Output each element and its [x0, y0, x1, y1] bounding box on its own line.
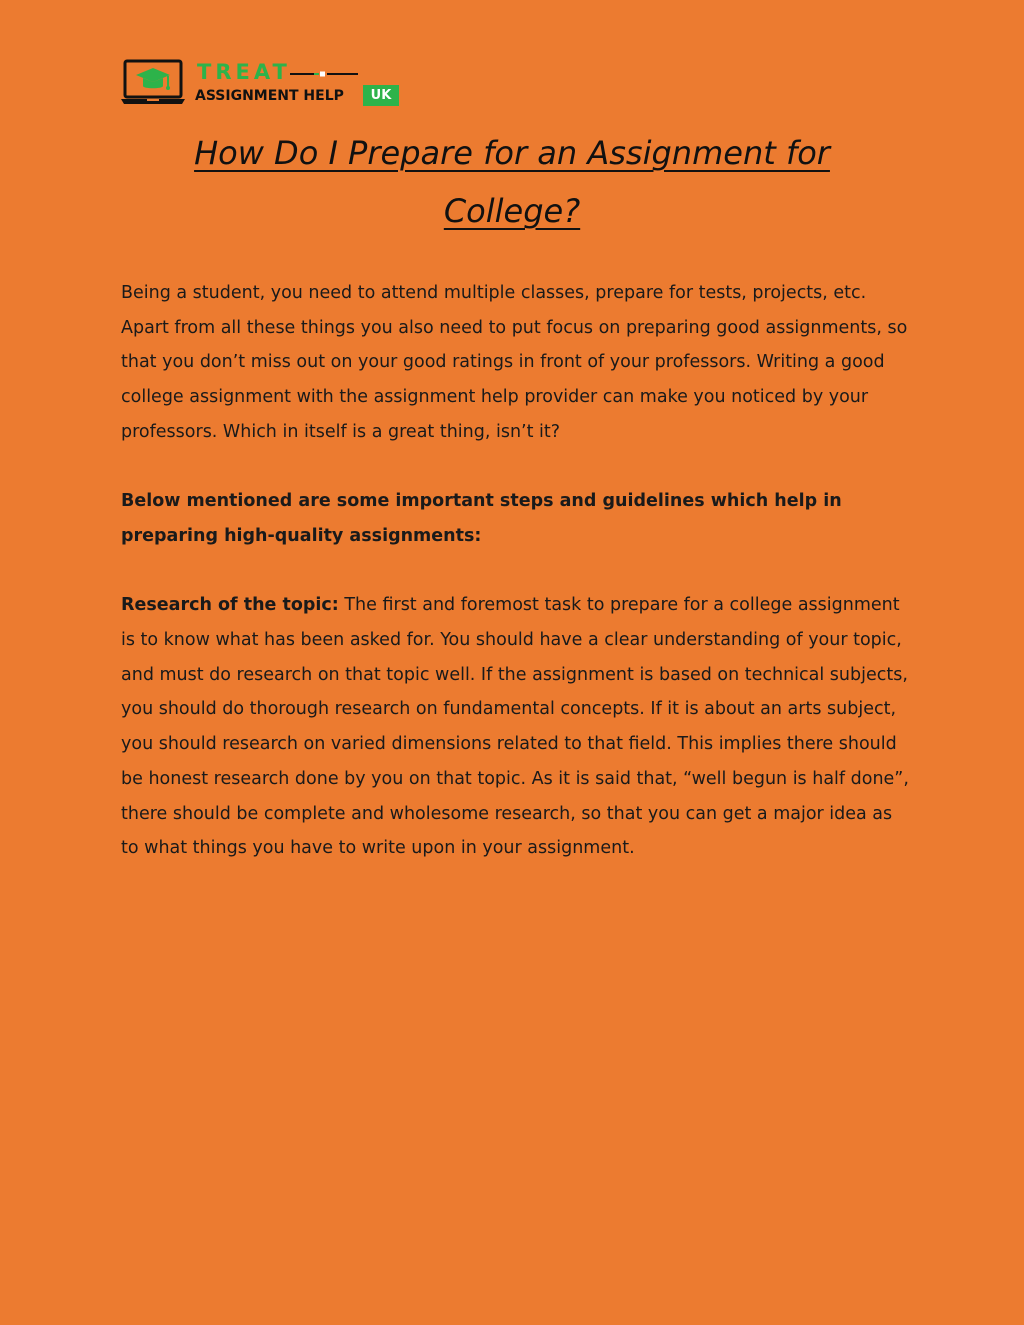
logo-brand-bottom: ASSIGNMENT HELP	[195, 88, 344, 104]
logo-decorative-lines	[290, 71, 358, 77]
logo-uk-badge: UK	[363, 85, 399, 106]
article-body	[121, 276, 911, 901]
brand-logo	[120, 58, 420, 110]
page-title-line-1: How Do I Prepare for an Assignment for	[194, 134, 830, 172]
laptop-graduation-cap-icon	[120, 58, 186, 106]
steps-heading: Below mentioned are some important steps and guidelines which help in preparing high-quality assignments:	[121, 491, 842, 546]
logo-brand-top: TREAT	[197, 60, 291, 84]
page-title-line-2: College?	[443, 192, 581, 230]
research-text: The first and foremost task to prepare for a college assignment is to know what has been asked for. You should have a clear understanding of your topic, and must do research on that topic well. If the assignment is based on technical subjects, you should do thorough research on fundamental concepts. If it is about an arts subject, you should research on varied dimensions related to that field. This implies there should be honest research done by you on that topic. As it is said that, “well begun is half done”, there should be complete and wholesome research, so that you can get a major idea as to what things you have to write upon in your assignment.	[121, 595, 909, 859]
research-paragraph	[121, 588, 911, 866]
page-title	[100, 124, 924, 240]
intro-paragraph: Being a student, you need to attend multiple classes, prepare for tests, projects, etc. Apart from all these things you also need to put focus on preparing good assignments, so that you don’t miss out on your good ratings in front of your professors. Writing a good college assignment with the assignment help provider can make you noticed by your professors. Which in itself is a great thing, isn’t it?	[121, 283, 908, 442]
research-label: Research of the topic:	[121, 595, 339, 616]
